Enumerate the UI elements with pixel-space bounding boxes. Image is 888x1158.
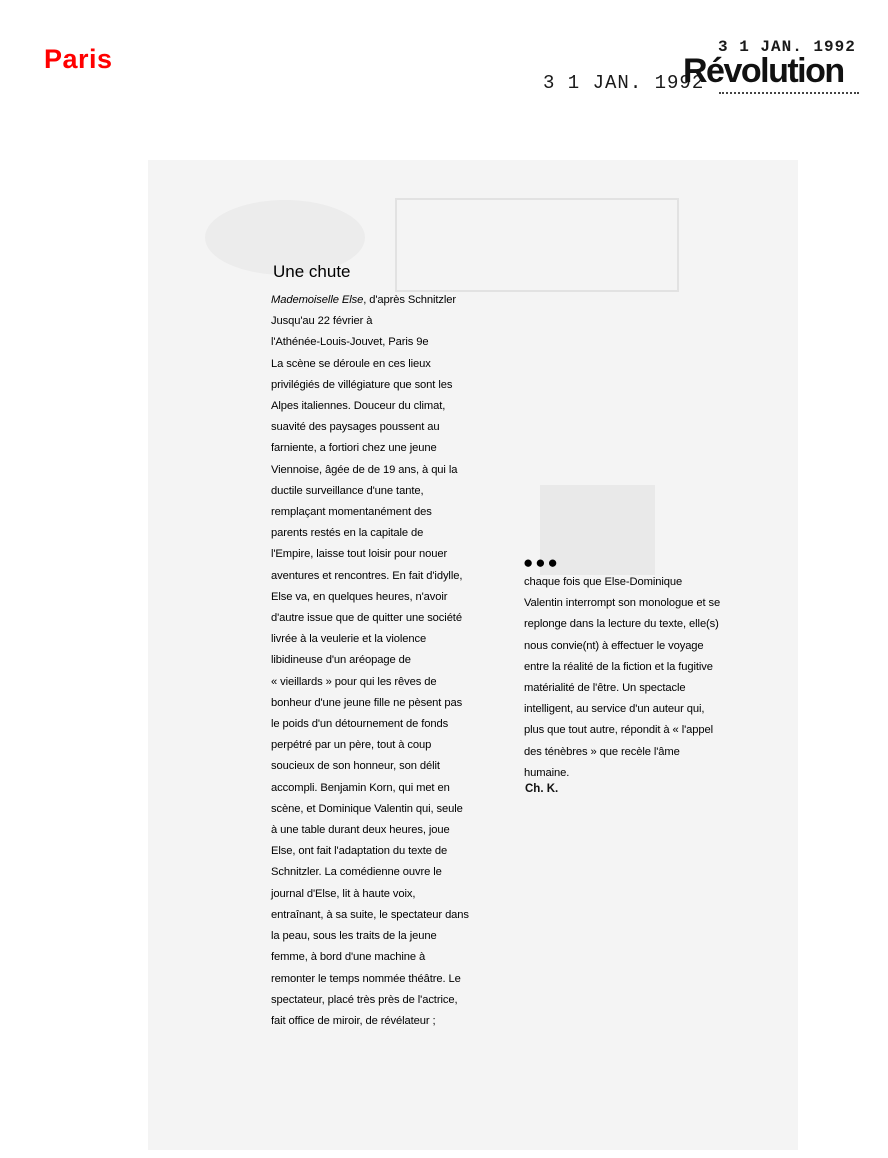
article-text-line: libidineuse d'un aréopage de bbox=[271, 654, 411, 667]
show-source: , d'après Schnitzler bbox=[363, 294, 456, 306]
article-text-line: intelligent, au service d'un auteur qui, bbox=[524, 703, 705, 716]
article-text-line: aventures et rencontres. En fait d'idylle, bbox=[271, 569, 463, 582]
article-text-line: Else, ont fait l'adaptation du texte de bbox=[271, 845, 448, 858]
article-text-line: remonter le temps nommée théâtre. Le bbox=[271, 972, 461, 985]
article-text-line: entre la réalité de la fiction et la fugitive bbox=[524, 660, 713, 673]
author-signature: Ch. K. bbox=[525, 783, 559, 795]
article-text-line: Valentin interrompt son monologue et se bbox=[524, 597, 721, 610]
article-text-line: Schnitzler. La comédienne ouvre le bbox=[271, 866, 442, 879]
article-text-line: Jusqu'au 22 février à bbox=[271, 315, 373, 328]
article-text-line: perpétré par un père, tout à coup bbox=[271, 739, 432, 752]
article-text-line: la peau, sous les traits de la jeune bbox=[271, 930, 437, 943]
article-text-line: spectateur, placé très près de l'actrice, bbox=[271, 993, 458, 1006]
article-text-line: « vieillards » pour qui les rêves de bbox=[271, 675, 437, 688]
publication-masthead: Révolution bbox=[683, 52, 844, 90]
article-text-line: l'Athénée-Louis-Jouvet, Paris 9e bbox=[271, 336, 429, 349]
article-text-line: remplaçant momentanément des bbox=[271, 506, 432, 519]
article-text-line: accompli. Benjamin Korn, qui met en bbox=[271, 781, 450, 794]
article-text-line: le poids d'un détournement de fonds bbox=[271, 718, 449, 731]
city-label: Paris bbox=[44, 44, 113, 74]
article-text-line: ductile surveillance d'une tante, bbox=[271, 484, 424, 497]
masthead-tagline-line bbox=[719, 92, 859, 98]
article-text-line: femme, à bord d'une machine à bbox=[271, 951, 426, 964]
article-text-line: d'autre issue que de quitter une société bbox=[271, 612, 462, 625]
right-column-text bbox=[524, 572, 774, 784]
article-text-line: journal d'Else, lit à haute voix, bbox=[271, 887, 416, 900]
article-text-line: bonheur d'une jeune fille ne pèsent pas bbox=[271, 696, 463, 709]
article-text-line: plus que tout autre, répondit à « l'appel bbox=[524, 724, 713, 737]
article-text-line: entraînant, à sa suite, le spectateur dans bbox=[271, 908, 469, 921]
date-stamp-small: 3 1 JAN. 1992 bbox=[718, 38, 856, 56]
article-text-line: privilégiés de villégiature que sont les bbox=[271, 378, 453, 391]
article-text-line: soucieux de son honneur, son délit bbox=[271, 760, 440, 773]
article-text-line: scène, et Dominique Valentin qui, seule bbox=[271, 802, 463, 815]
article-column-left bbox=[271, 290, 511, 1032]
article-text-line: farniente, a fortiori chez une jeune bbox=[271, 442, 437, 455]
article-text-line: matérialité de l'être. Un spectacle bbox=[524, 682, 686, 695]
article-text-line: fait office de miroir, de révélateur ; bbox=[271, 1014, 436, 1027]
continuation-marker: ●●● bbox=[523, 553, 560, 572]
article-text-line: livrée à la veulerie et la violence bbox=[271, 633, 427, 646]
article-text-line: nous convie(nt) à effectuer le voyage bbox=[524, 639, 704, 652]
article-text-line: l'Empire, laisse tout loisir pour nouer bbox=[271, 548, 448, 561]
article-text-line: des ténèbres » que recèle l'âme bbox=[524, 745, 680, 758]
article-column-right bbox=[524, 572, 774, 784]
faded-header-box bbox=[395, 198, 679, 292]
article-text-line: Else va, en quelques heures, n'avoir bbox=[271, 590, 448, 603]
show-title: Mademoiselle Else bbox=[271, 294, 364, 306]
article-text-line: La scène se déroule en ces lieux bbox=[271, 357, 431, 370]
article-text-line: Alpes italiennes. Douceur du climat, bbox=[271, 400, 446, 413]
article-headline: Une chute bbox=[273, 262, 351, 281]
article-text-line: parents restés en la capitale de bbox=[271, 527, 424, 540]
date-stamp: 3 1 JAN. 1992 bbox=[543, 72, 705, 94]
left-column-text bbox=[271, 311, 511, 1032]
article-text-line: chaque fois que Else-Dominique bbox=[524, 576, 683, 588]
article-text-line: humaine. bbox=[524, 766, 570, 779]
article-text-line: à une table durant deux heures, joue bbox=[271, 824, 450, 837]
show-credit-line bbox=[271, 290, 511, 311]
article-text-line: suavité des paysages poussent au bbox=[271, 421, 440, 434]
article-text-line: Viennoise, âgée de de 19 ans, à qui la bbox=[271, 463, 458, 476]
article-text-line: replonge dans la lecture du texte, elle(s) bbox=[524, 618, 719, 631]
